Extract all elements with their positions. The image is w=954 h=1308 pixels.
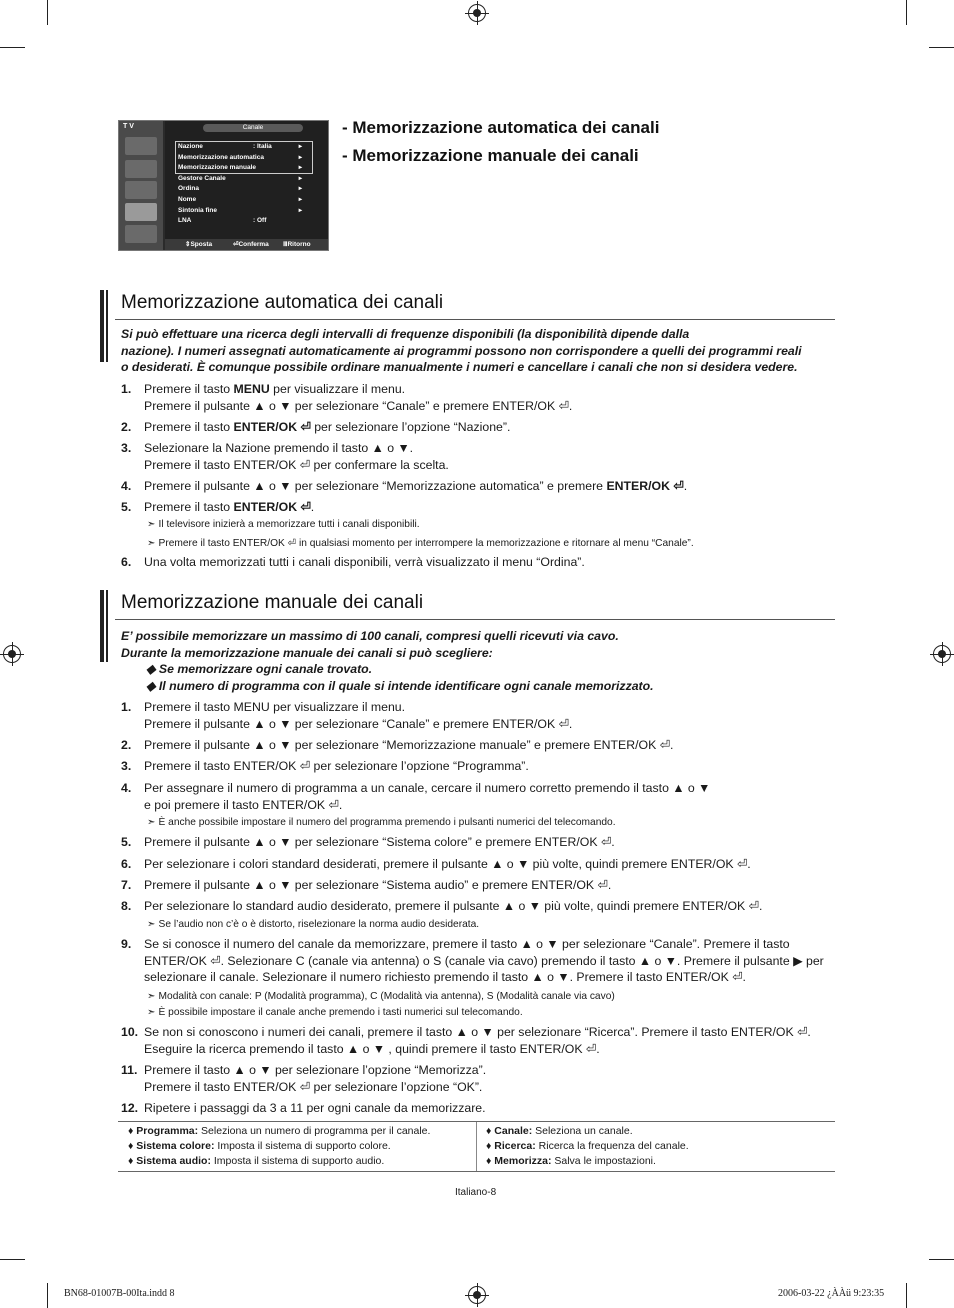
intro-text: nazione). I numeri assegnati automaticamente ai programmi possono non corrispondere a quelli dei programmi reali [121,344,802,358]
crop-mark [47,0,48,25]
crop-mark [0,47,25,48]
crop-mark [906,1283,907,1308]
note: ➣ Se l’audio non c’è o è distorto, riselezionare la norma audio desiderata. [147,918,837,932]
tv-menu-row: Sintonia fine ▸ [178,207,302,214]
crop-mark [906,0,907,25]
intro-text: o desiderati. È comunque possibile ordinare manualmente i numeri e cancellare i canali che non si desidera vedere. [121,360,798,374]
tv-menu-sidebar [119,121,163,250]
timer-icon [125,181,157,199]
note: ➣ Il televisore inizierà a memorizzare tutti i canali disponibili. [147,518,837,532]
tv-menu-row: Ordina ▸ [178,185,302,192]
tv-menu-row: Nome ▸ [178,196,302,203]
confirm-hint: ⏎ Conferma [233,241,269,248]
setup-icon [125,225,157,243]
print-timestamp: 2006-03-22 ¿ÀÀü 9:23:35 [778,1288,885,1299]
tv-menu-row: Gestore Canale ▸ [178,175,302,182]
tv-menu-row: Memorizzazione automatica ▸ [178,154,302,161]
legend-left: ♦ Programma: Seleziona un numero di programma per il canale. ♦ Sistema colore: Imposta il sistema di supporto colore. ♦ Sistema audio: Imposta il sistema di supporto audio. [128,1125,431,1167]
legend-right: ♦ Canale: Seleziona un canale. ♦ Ricerca: Ricerca la frequenza del canale. ♦ Memorizza: Salva le impostazioni. [486,1125,689,1167]
tv-menu-row: Nazione : Italia ▸ [178,143,302,150]
crop-mark [47,1283,48,1308]
tv-menu-label: T V [123,123,134,130]
section-title: Memorizzazione automatica dei canali [121,292,444,313]
crop-mark [0,1259,25,1260]
file-name: BN68-01007B-00Ita.indd 8 [64,1288,175,1299]
registration-mark-icon [3,645,21,663]
registration-mark-icon [468,1286,486,1304]
registration-mark-icon [468,4,486,22]
tv-menu-footer [165,239,328,250]
tv-menu-row: LNA : Off [178,217,267,224]
registration-mark-icon [933,645,951,663]
tv-menu-tab: Canale [203,124,303,132]
tv-menu-main [165,121,328,239]
channel-icon [125,203,157,221]
section-title: Memorizzazione manuale dei canali [121,592,424,613]
page-number: Italiano-8 [455,1187,497,1198]
back-hint: Ⅲ Ritorno [283,241,311,248]
bullet: ◆ Il numero di programma con il quale si intende identificare ogni canale memorizzato. [146,679,654,693]
crop-mark [929,1259,954,1260]
bullet: ◆ Se memorizzare ogni canale trovato. [146,662,373,676]
sound-icon [125,160,157,178]
intro-text: Durante la memorizzazione manuale dei canali si può scegliere: [121,646,493,660]
tv-menu-row: Memorizzazione manuale ▸ [178,164,302,171]
picture-icon [125,137,157,155]
headline-manual: - Memorizzazione manuale dei canali [342,146,639,165]
move-hint: ⇕ Sposta [185,241,213,248]
headline-auto: - Memorizzazione automatica dei canali [342,118,660,137]
tv-menu-screenshot [118,120,329,251]
section-header-manual [100,590,835,624]
intro-text: E’ possibile memorizzare un massimo di 100 canali, compresi quelli ricevuti via cavo. [121,629,619,643]
legend-table [118,1121,835,1172]
note: ➣ È possibile impostare il canale anche premendo i tasti numerici sul telecomando. [147,1006,837,1020]
note: ➣ Modalità con canale: P (Modalità programma), C (Modalità via antenna), S (Modalità canale via cavo) [147,990,837,1004]
crop-mark [929,47,954,48]
intro-text: Si può effettuare una ricerca degli intervalli di frequenze disponibili (la disponibilità dipende dalla [121,327,690,341]
note: ➣ È anche possibile impostare il numero del programma premendo i pulsanti numerici del telecomando. [147,816,837,830]
note: ➣ Premere il tasto ENTER/OK ⏎ in qualsiasi momento per interrompere la memorizzazione e ritornare al menu “Canale”. [147,537,837,551]
section-header-auto [100,290,835,324]
